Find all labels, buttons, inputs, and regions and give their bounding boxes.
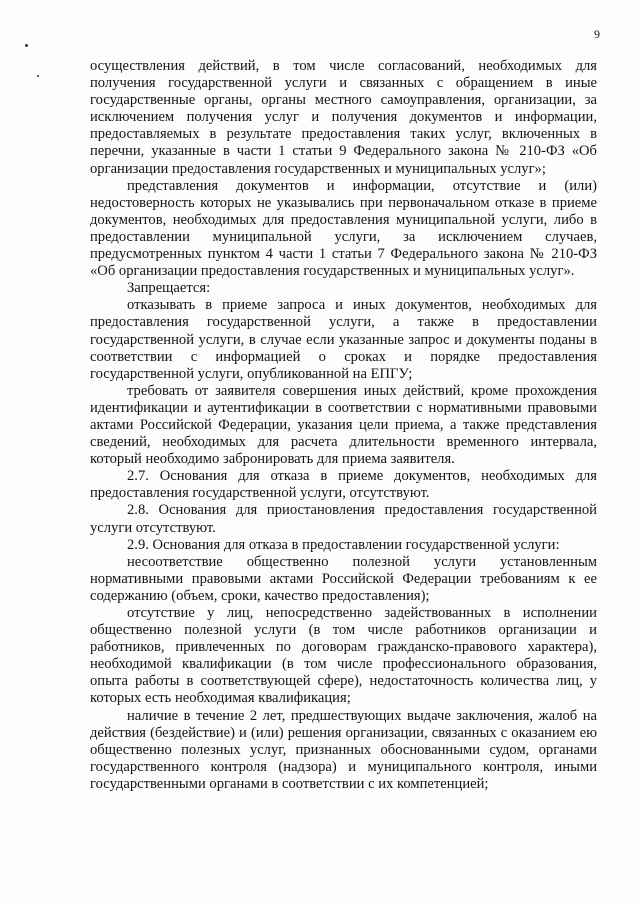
paragraph: наличие в течение 2 лет, предшествующих выдаче заключения, жалоб на действия (бездействие) и (или) решения организации, связанных с оказанием ею общественно полезных услуг, признанных обоснованными судом, органами государственного контроля (надзора) и муниципального контроля, иными государственными органами в соответствии с их компетенцией; bbox=[90, 707, 597, 792]
paragraph: Запрещается: bbox=[127, 280, 211, 297]
paragraph: отказывать в приеме запроса и иных документов, необходимых для предоставления государственной услуги, а также в предоставлении государственной услуги, в случае если указанные запрос и документы поданы в соответствии с информацией о сроках и порядке предоставления государственной услуги, опубликованной на ЕПГУ; bbox=[90, 297, 597, 382]
scan-speck bbox=[37, 75, 39, 77]
page-number: 9 bbox=[594, 27, 600, 41]
paragraph: несоответствие общественно полезной услуги установленным нормативными правовыми актами Российской Федерации требованиям к ее содержанию (объем, сроки, качество предоставления); bbox=[90, 553, 597, 604]
paragraph: отсутствие у лиц, непосредственно задействованных в исполнении общественно полезной услуги (в том числе работников организации и работников, привлеченных по договорам гражданско-правового характера), необходимой квалификации (в том числе профессионального образования, опыта работы в соответствующей сфере), недостаточность количества лиц, у которых есть необходимая квалификация; bbox=[90, 605, 597, 707]
scan-speck bbox=[25, 44, 28, 47]
paragraph: осуществления действий, в том числе согласований, необходимых для получения государственной услуги и связанных с обращением в иные государственные органы, органы местного самоуправления, организации, за исключением получения услуг и получения документов и информации, предоставляемых в результате предоставления таких услуг, включенных в перечни, указанные в части 1 статьи 9 Федерального закона № 210-ФЗ «Об организации предоставления государственных и муниципальных услуг»; bbox=[90, 58, 597, 177]
paragraph: представления документов и информации, отсутствие и (или) недостоверность которых не указывались при первоначальном отказе в приеме документов, необходимых для предоставления муниципальной услуги, либо в предоставлении муниципальной услуги, за исключением случаев, предусмотренных пунктом 4 части 1 статьи 7 Федерального закона № 210-ФЗ «Об организации предоставления государственных и муниципальных услуг». bbox=[90, 177, 597, 280]
body-text bbox=[90, 58, 597, 793]
paragraph: 2.9. Основания для отказа в предоставлении государственной услуги: bbox=[127, 536, 560, 553]
paragraph: 2.8. Основания для приостановления предоставления государственной услуги отсутствуют. bbox=[90, 502, 597, 536]
paragraph: требовать от заявителя совершения иных действий, кроме прохождения идентификации и аутентификации в соответствии с нормативными правовыми актами Российской Федерации, указания цели приема, а также представления сведений, необходимых для расчета длительности временного интервала, который необходимо забронировать для приема заявителя. bbox=[90, 382, 597, 468]
paragraph: 2.7. Основания для отказа в приеме документов, необходимых для предоставления государственной услуги, отсутствуют. bbox=[90, 468, 597, 502]
